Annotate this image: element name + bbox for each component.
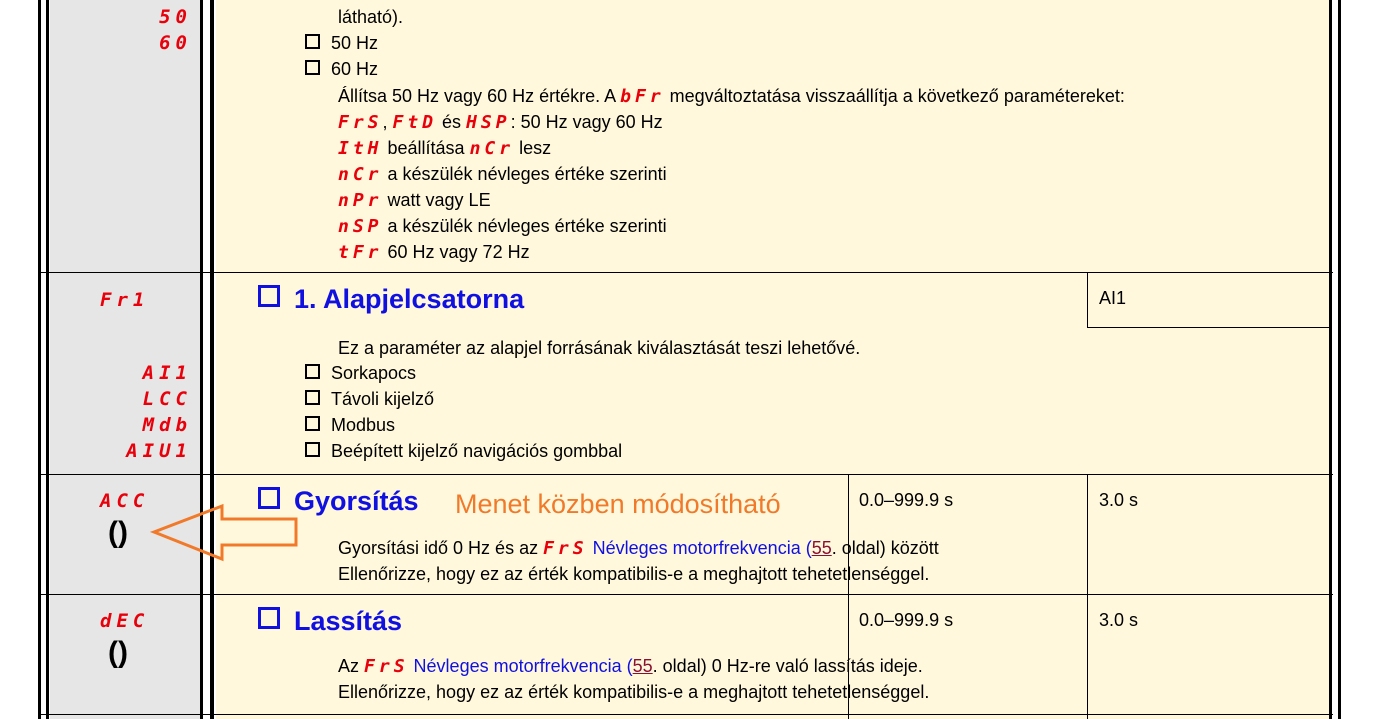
border-right-inner [1329, 0, 1332, 719]
heading-lassitas: Lassítás [258, 606, 402, 637]
cycle-icon: () [108, 636, 128, 669]
dec-line1: Az FrS Névleges motorfrekvencia (55. oldal) 0 Hz-re való lassítás ideje. [338, 656, 923, 677]
code-acc: ACC [100, 490, 150, 512]
border-right-outer [1338, 0, 1341, 719]
divider-left [200, 0, 203, 719]
link-nevleges-motorfrekvencia[interactable]: Névleges motorfrekvencia [413, 656, 622, 676]
fr1-description: Ez a paraméter az alapjel forrásának kiválasztását teszi lehetővé. [338, 338, 861, 358]
param-line: nSP a készülék névleges értéke szerinti [338, 216, 667, 237]
option-modbus: Modbus [305, 414, 395, 436]
code-dec: dEC [100, 610, 150, 632]
cell-separator [1087, 474, 1088, 719]
param-line: tFr 60 Hz vagy 72 Hz [338, 242, 530, 263]
page-link-55[interactable]: 55 [632, 656, 653, 676]
param-line: ItH beállítása nCr lesz [338, 138, 552, 159]
heading-alapjelcsatorna: 1. Alapjelcsatorna [258, 284, 524, 315]
checkbox-icon [305, 416, 320, 431]
code-mdb: Mdb [142, 414, 192, 436]
acc-range: 0.0–999.9 s [859, 490, 954, 510]
cycle-icon: () [108, 516, 128, 549]
param-line: nCr a készülék névleges értéke szerinti [338, 164, 667, 185]
param-line: nPr watt vagy LE [338, 190, 491, 211]
row-separator [41, 714, 1333, 715]
option-tavoli-kijelzo: Távoli kijelző [305, 388, 434, 410]
code-aiu1: AIU1 [126, 440, 192, 462]
border-left-inner [46, 0, 49, 719]
row-separator [41, 272, 1333, 273]
option-beepitett-kijelzo: Beépített kijelző navigációs gombbal [305, 440, 622, 462]
checkbox-icon [305, 390, 320, 405]
fr1-default: AI1 [1099, 288, 1127, 308]
arrow-left-icon [150, 502, 302, 564]
option-sorkapocs: Sorkapocs [305, 362, 416, 384]
code-50: 50 [159, 6, 192, 28]
code-lcc: LCC [142, 388, 192, 410]
checkbox-icon [305, 60, 320, 75]
heading-gyorsitas: Gyorsítás [258, 486, 419, 517]
text-lathato: látható). [338, 7, 404, 27]
checkbox-icon [258, 607, 280, 629]
bfr-description: Állítsa 50 Hz vagy 60 Hz értékre. A bFr megváltoztatása visszaállítja a következő paramétereket: [338, 86, 1125, 107]
acc-line2: Ellenőrizze, hogy ez az érték kompatibilis-e a meghajtott tehetetlenséggel. [338, 564, 930, 584]
cell-separator [1087, 272, 1088, 328]
dec-line2: Ellenőrizze, hogy ez az érték kompatibilis-e a meghajtott tehetetlenséggel. [338, 682, 930, 702]
row-separator [41, 594, 1333, 595]
param-line: FrS, FtD és HSP: 50 Hz vagy 60 Hz [338, 112, 663, 133]
page-link-55[interactable]: 55 [811, 538, 832, 558]
divider-right [210, 0, 214, 719]
code-fr1: Fr1 [100, 289, 150, 311]
dec-range: 0.0–999.9 s [859, 610, 954, 630]
border-left-outer [38, 0, 41, 719]
acc-line1: Gyorsítási idő 0 Hz és az FrS Névleges motorfrekvencia (55. oldal) között [338, 538, 939, 559]
checkbox-icon [258, 285, 280, 307]
link-nevleges-motorfrekvencia[interactable]: Névleges motorfrekvencia [592, 538, 801, 558]
cell-separator [1087, 327, 1330, 328]
dec-default: 3.0 s [1099, 610, 1139, 630]
code-ai1: AI1 [142, 362, 192, 384]
row-separator [41, 474, 1333, 475]
checkbox-icon [305, 442, 320, 457]
option-60hz: 60 Hz [305, 58, 378, 80]
option-50hz: 50 Hz [305, 32, 378, 54]
code-60: 60 [159, 32, 192, 54]
checkbox-icon [305, 364, 320, 379]
checkbox-icon [305, 34, 320, 49]
annotation-menet-kozben: Menet közben módosítható [455, 489, 781, 519]
acc-default: 3.0 s [1099, 490, 1139, 510]
